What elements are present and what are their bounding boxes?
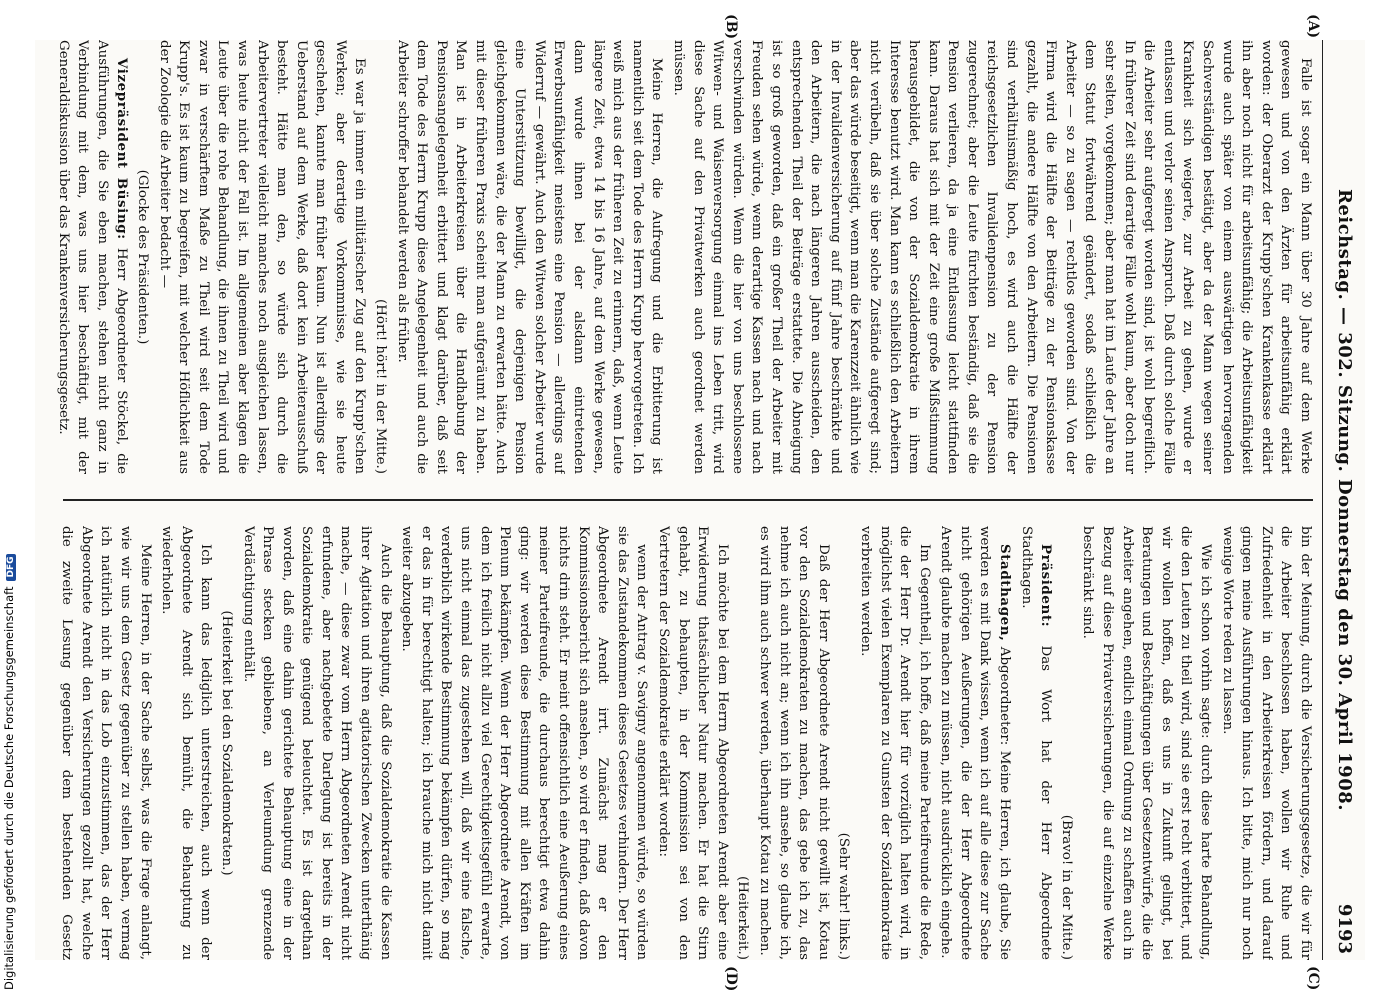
- digitization-credit: [2, 110, 20, 990]
- margin-marker-c: (C): [1305, 966, 1321, 991]
- speaker-name: Präsident:: [1038, 544, 1055, 628]
- speaker-name: Vizepräsident Büsing:: [114, 58, 131, 240]
- dfg-logo: DFG: [6, 554, 16, 581]
- left-column: [55, 40, 1315, 474]
- paragraph: bin der Meinung, durch die Versicherungsgesetze, die wir für die Arbeiter beschlossen haben, wollen wir Ruhe und Zufriedenheit in den Arbeiterkreisen fördern, und darauf gingen meine Ausführungen hinaus. Ich bitte, mich nur noch wenige Worte reden zu lassen.: [1219, 526, 1313, 960]
- speaker-paragraph: [936, 526, 1014, 960]
- interjection: (Heiterkeit bei den Sozialdemokraten.): [218, 610, 234, 876]
- interjection: (Bravo! in der Mitte.): [1058, 814, 1074, 960]
- speaker-paragraph: [55, 40, 131, 474]
- document-page: [35, 14, 1365, 992]
- paragraph: Ich möchte bei dem Herrn Abgeordneten Arendt aber eine Erwiderung thatsächlicher Natur machen. Er hat die Stirn gehabt, zu behaupten, in der Kommission sei von den Vertretern der Sozialdemokratie erklärt worden:: [656, 526, 730, 960]
- paragraph: Ich kann das lediglich unterstreichen, auch wenn der Abgeordnete Arendt sich bemüht, die Behauptung zu wiederholen.: [159, 526, 214, 960]
- credit-text: Digitalisierung gefördert durch die Deutsche Forschungsgemeinschaft: [2, 586, 16, 990]
- speech-text: Abgeordneter: Meine Herren, ich glaube, Sie werden es mit Dank wissen, wenn ich auf alle diese zur Sache nicht gehörigen Aeußerungen, die der Herr Abgeordnete Arendt glaubte machen zu müssen, nicht ausdrücklich eingehe.: [938, 526, 1013, 960]
- paragraph: Meine Herren, in der Sache selbst, was die Frage anlangt, wie wir uns dem Gesetz gegenüber zu stellen haben, vermag ich natürlich nicht in das Lob einzustimmen, das der Herr Abgeordnete Arendt den Versicherungen gezollt hat, welche die zweite Lesung gegenüber dem bestehenden Gesetz: [59, 526, 153, 960]
- paragraph: Wie ich schon vorhin sagte: durch diese harte Behandlung, die den Leuten zu theil wird, sind sie erst recht verbittert, und wir wollen hoffen, daß es uns in Zukunft gelingt, bei Beratungen und Beschäftigungen über Gesetzentwürfe, die die Arbeiter angehen, endlich einmal Ordnung zu schaffen auch in Bezug auf diese Privatversicherungen, die auf einzelne Werke beschränkt sind.: [1080, 526, 1214, 960]
- page-title: Reichstag. — 302. Sitzung. Donnerstag den 30. April 1908.: [1334, 188, 1355, 812]
- paragraph: wenn der Antrag v. Savigny angenommen würde, so würden sie das Zustandekommen dieses Gesetzes verhindern. Der Herr Abgeordnete Arendt irrt. Zunächst mag er den Kommissionsbericht sich ansehen, so wird er finden, daß davon nichts drin steht. Er meint offensichtlich eine Aeußerung eines meiner Parteifreunde, die durchaus berechtigt etwa dahin ging: wir werden diese Bestimmung mit allen Kräften im Plenum bekämpfen. Wenn der Herr Abgeordnete Arendt, von dem ich freilich nicht allzu viel Gerechtigkeitsgefühl erwarte, uns nicht einmal das zugestehen will, daß wir eine falsche, verderblich wirkende Bestimmung bekämpfen dürfen, so mag er das in für berechtigt halten; ich brauche mich nicht damit weiter abzugeben.: [399, 526, 650, 960]
- paragraph: Auch die Behauptung, daß die Sozialdemokratie die Kassen ihrer Agitation und ihren agitatorischen Zwecken unterthänig mache, — diese zwar vom Herrn Abgeordneten Arendt nicht erfundene, aber nachgebetete Darlegung ist bereits in der Sozialdemokratie genügend beleuchtet. Es ist dargethan worden, daß eine dahin gerichtete Behauptung eine in der Phrase stecken gebliebene, an Verleumdung grenzende Verdächtigung enthält.: [240, 526, 393, 960]
- speaker-name: Stadthagen,: [997, 544, 1014, 642]
- speaker-paragraph: [1016, 526, 1055, 960]
- paragraph: Meine Herren, die Aufregung und die Erbitterung ist namentlich seit dem Tode des Herrn Krupp hervorgetreten. Ich weiß mich aus der früheren Zeit zu erinnern, daß, wenn Leute längere Zeit, etwa 14 bis 16 Jahre, auf dem Werke gewesen, dann wurde ihnen bei der alsdann eintretenden Erwerbsunfähigkeit meistens eine Pension — allerdings auf Widerruf — gewährt. Auch den Witwen solcher Arbeiter wurde eine Unterstützung bewilligt, die derjenigen Pension gleichgekommen wäre, die der Mann zu erwarten hätte. Auch mit dieser früheren Praxis scheint man aufgeräumt zu haben. Man ist in Arbeiterkreisen über die Handhabung der Pensionsangelegenheit erbittert und klagt darüber, daß seit dem Tode des Herrn Krupp diese Angelegenheit und auch die Arbeiter schroffer behandelt werden als früher.: [394, 40, 665, 474]
- page-number: 9193: [1334, 903, 1355, 954]
- paragraph: Falle ist sogar ein Mann über 30 Jahre auf dem Werke gewesen und von den Ärzten für arbeitsunfähig erklärt worden: der Oberarzt der Krupp'schen Krankenkasse erklärt ihn aber noch nicht für arbeitsunfähig; die Arbeitsunfähigkeit wurde auch später von einem auswärtigen hervorragenden Sachverständigen bestätigt, aber da der Mann wegen seiner Krankheit sich weigerte, zur Arbeit zu gehen, wurde er entlassen und verlor seinen Anspruch. Daß durch solche Fälle die Arbeiter sehr aufgeregt worden sind, ist wohl begreiflich. In früherer Zeit sind derartige Fälle wohl kaum, aber doch nur sehr selten, vorgekommen; aber man hat im Laufe der Jahre an dem Statut fortwährend geändert, sodaß schließlich die Arbeiter — so zu sagen — rechtlos geworden sind. Von der Firma wird die Hälfte der Beiträge zu der Pensionskasse gezahlt, die andere Hälfte von den Arbeitern. Die Pensionen sind verhältnismäßig hoch, es wird auch die Hälfte der reichsgesetzlichen Invalidenpension zu der Pension zugerechnet; aber die Leute fürchten beständig, daß sie die Pension verlieren, da ja eine Entlassung leicht stattfinden kann. Daraus hat sich mit der Zeit eine große Mißstimmung herausgebildet, die von der Sozialdemokratie in ihrem Interesse benutzt wird. Man kann es schließlich den Arbeitern nicht verübeln, daß sie über solche Zustände aufgeregt sind; aber das würde beseitigt, wenn man die Karenzzeit ähnlich wie in der Invalidenversicherung auf fünf Jahre beschränkte und den Arbeitern, die nach längeren Jahren ausscheiden, den entsprechenden Theil der Beiträge erstattete. Die Abneigung ist so groß geworden, daß ein großer Theil der Arbeiter mit Freuden sehen würde, wenn derartige Kassen nach und nach verschwinden würden. Wenn die hier von uns beschlossene Witwen- und Waisenversorgung einmal ins Leben tritt, wird diese Sache auf den Privatwerken auch geordnet werden müssen.: [671, 40, 1313, 474]
- interjection: (Sehr wahr! links.): [836, 832, 852, 960]
- right-column: [55, 526, 1315, 960]
- paragraph: Es war ja immer ein militärischer Zug auf den Krupp'schen Werken; aber derartige Vorkommnisse, wie sie heute geschehen, kannte man früher kaum. Nun ist allerdings der Ueberstand auf dem Werke, daß dort kein Arbeiterausschuß besteht. Hätte man den, so würde sich durch die Arbeitervertreter vielleicht manches noch ausgleichen lassen, was heute nicht der Fall ist. Im allgemeinen aber klagen die Leute über die rohe Behandlung, die ihnen zu Theil wird und zwar in verschärftem Maße zu Theil wird seit dem Tode Krupp's. Es ist kaum zu begreifen, mit welcher Höflichkeit aus der Zoologie die Arbeiter bedacht —: [156, 40, 368, 474]
- margin-marker-a: (A): [1305, 14, 1321, 39]
- speech-text: Das Wort hat der Herr Abgeordnete Stadthagen.: [1018, 526, 1054, 960]
- margin-marker-b: (B): [723, 14, 739, 40]
- margin-marker-d: (D): [723, 966, 739, 992]
- speech-text: Herr Abgeordneter Stöckel, die Ausführungen, die Sie eben machen, stehen nicht ganz in Verbindung mit dem, was uns hier beschäftigt, mit der Generaldiskussion über das Krankenversicherungsgesetz.: [55, 40, 130, 474]
- paragraph: Daß der Herr Abgeordnete Arendt nicht gewillt ist, Kotau vor den Sozialdemokraten zu machen, das gebe ich zu, das nehme ich auch nicht an; wenn ich ihn ansehe, so glaube ich, es wird ihm auch schwer werden, überhaupt Kotau zu machen.: [756, 526, 831, 960]
- paragraph: Im Gegentheil, ich hoffe, daß meine Parteifreunde die Rede, die der Herr Dr. Arendt hier für vorzüglich halten wird, in möglichst vielen Exemplaren zu Gunsten der Sozialdemokratie verbreiten werden.: [857, 526, 932, 960]
- interjection: (Glocke des Präsidenten.): [134, 169, 150, 345]
- interjection: (Heiterkeit.): [735, 876, 751, 960]
- page-header: [1322, 40, 1365, 960]
- interjection: (Hört! hört! in der Mitte.): [373, 299, 389, 474]
- column-divider: [63, 499, 1313, 501]
